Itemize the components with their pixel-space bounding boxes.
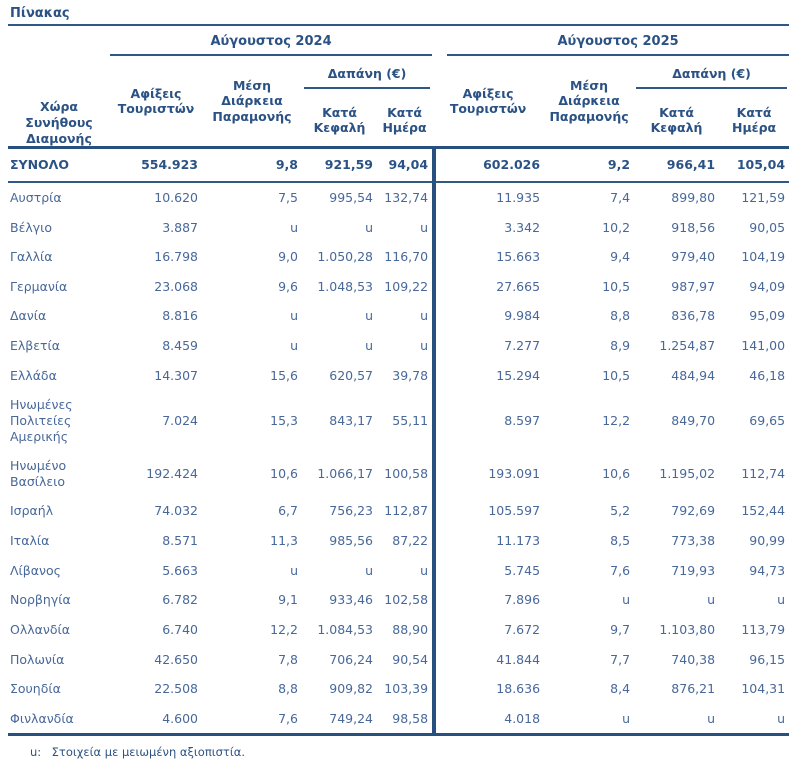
country-cell: Ηνωμένες Πολιτείες Αμερικής [10,397,73,444]
value-cell: 9,1 [278,592,298,608]
value-cell: 94,73 [749,562,786,578]
value-cell: 152,44 [741,503,786,519]
value-cell: 1.254,87 [659,338,716,353]
value-cell: 94,04 [377,146,432,183]
value-cell: 749,24 [302,704,377,737]
value-cell: 12,2 [270,621,298,637]
value-cell: 9,6 [278,278,298,294]
value-cell: 9,0 [278,249,298,265]
value-cell: 773,38 [671,533,716,548]
col-header-per-day-2024: Κατά Ημέρα [382,104,427,136]
value-cell: 102,58 [384,592,429,608]
table-row [8,674,789,704]
table-row [8,361,789,391]
value-cell: u [290,308,298,324]
value-cell: 979,40 [671,249,716,265]
value-cell: 15,3 [270,412,298,428]
value-cell: 116,70 [384,249,429,265]
value-cell: 8.459 [162,338,198,353]
table-row [8,526,789,556]
value-cell: 10,6 [602,465,631,481]
total-row [8,146,789,183]
value-cell: 109,22 [384,278,429,294]
value-cell: 792,69 [671,503,716,519]
value-cell: 8.571 [162,533,198,548]
value-cell: 1.195,02 [659,465,716,481]
value-cell: 15.294 [432,361,544,391]
col-header-expenditure-2025 [634,56,789,98]
country-cell: Δανία [10,308,47,324]
footnote [8,745,789,759]
value-cell: 112,87 [384,503,429,519]
value-cell: 5.663 [162,562,198,578]
value-cell: 18.636 [432,674,544,704]
value-cell: 620,57 [329,367,373,383]
value-cell: 5,2 [610,503,631,519]
col-header-arrivals-2024: Αφίξεις Τουριστών [117,85,195,117]
group-header-2024 [110,26,432,56]
country-cell: Γαλλία [10,249,53,265]
value-cell: 4.600 [110,704,202,737]
value-cell: 706,24 [329,651,373,667]
country-cell: Βέλγιο [10,219,53,235]
value-cell: 995,54 [329,189,373,205]
subheader-row-1 [8,56,789,98]
value-cell: 554.923 [110,146,202,183]
value-cell: 9.984 [432,301,544,331]
value-cell: 100,58 [384,465,429,481]
value-cell: 15,6 [270,367,298,383]
value-cell: 39,78 [392,367,429,383]
value-cell: 843,17 [329,412,373,428]
value-cell: 987,97 [671,278,716,294]
table-row [8,704,789,737]
footnote-text: Στοιχεία με μειωμένη αξιοπιστία. [51,745,245,759]
col-header-stay-2025: Μέση Διάρκεια Παραμονής [549,77,629,125]
value-cell: 966,41 [634,146,719,183]
value-cell: u [365,219,373,235]
value-cell: 11,3 [270,533,298,548]
table-row [8,301,789,331]
value-cell: 1.084,53 [317,621,373,637]
value-cell: 94,09 [749,278,786,294]
expenditure-2024-label: Δαπάνη (€) [304,66,430,89]
value-cell: 104,31 [741,681,786,697]
table-row [8,451,789,496]
value-cell: 918,56 [671,219,716,235]
value-cell: 8,5 [610,533,631,548]
country-cell: Σουηδία [10,681,61,697]
value-cell: 3.887 [162,219,198,235]
value-cell: 103,39 [384,681,429,697]
country-cell: Ισραήλ [10,503,54,519]
value-cell: u [290,562,298,578]
value-cell: u [420,308,429,324]
value-cell: u [544,704,634,737]
value-cell: 104,19 [741,249,786,265]
value-cell: 11.935 [432,183,544,213]
value-cell: 90,05 [749,219,786,235]
table-row [8,645,789,675]
row-header-country: Χώρα Συνήθους Διαμονής [25,99,93,146]
value-cell: 132,74 [384,189,429,205]
value-cell: 11.173 [432,526,544,556]
value-cell: 909,82 [329,681,373,697]
value-cell: 74.032 [154,503,198,519]
value-cell: 141,00 [741,338,786,353]
value-cell: 7.277 [432,331,544,361]
value-cell: 55,11 [392,412,429,428]
value-cell: 14.307 [154,367,198,383]
value-cell: 6.782 [162,592,198,608]
group-2025-label: Αύγουστος 2025 [447,30,789,56]
value-cell: 849,70 [671,412,716,428]
value-cell: 46,18 [749,367,786,383]
value-cell: 921,59 [302,146,377,183]
value-cell: 10,5 [602,278,631,294]
value-cell: 90,54 [392,651,429,667]
table-row [8,615,789,645]
value-cell: 1.103,80 [659,621,716,637]
value-cell: u [290,338,298,353]
value-cell: 1.050,28 [317,249,373,265]
value-cell: 69,65 [749,412,786,428]
value-cell: u [622,592,631,608]
table-row [8,390,789,451]
value-cell: 836,78 [671,308,716,324]
group-header-2025 [432,26,789,56]
value-cell: 876,21 [671,681,716,697]
value-cell: 41.844 [432,645,544,675]
value-cell: 8,9 [610,338,631,353]
value-cell: 10,6 [270,465,298,481]
country-cell: Φινλανδία [8,704,110,737]
country-cell: Αυστρία [10,189,62,205]
col-header-per-day-2025: Κατά Ημέρα [731,104,777,136]
col-header-arrivals-2025: Αφίξεις Τουριστών [449,85,527,117]
value-cell: 719,93 [671,562,716,578]
value-cell: 15.663 [432,242,544,272]
value-cell: 193.091 [432,451,544,496]
value-cell: 756,23 [329,503,373,519]
value-cell: u [777,592,786,608]
value-cell: u [365,308,373,324]
col-header-expenditure-2024 [302,56,432,98]
country-cell: Ελλάδα [10,367,57,383]
table-row [8,496,789,526]
value-cell: u [634,704,719,737]
value-cell: 8,4 [610,681,631,697]
value-cell: 88,90 [392,621,429,637]
col-header-per-capita-2025: Κατά Κεφαλή [650,104,703,136]
table-row [8,556,789,586]
value-cell: 8.816 [162,308,198,324]
value-cell: 7,4 [610,189,631,205]
value-cell: 9,4 [610,249,631,265]
country-cell: Λίβανος [10,562,61,578]
value-cell: 740,38 [671,651,716,667]
value-cell: 105.597 [432,496,544,526]
value-cell: 10.620 [154,189,198,205]
country-cell: Ηνωμένο Βασίλειο [10,458,67,489]
value-cell: 8,8 [278,681,298,697]
value-cell: 3.342 [432,213,544,243]
value-cell: u [707,592,716,608]
value-cell: 10,2 [602,219,631,235]
value-cell: 985,56 [329,533,373,548]
value-cell: 7,8 [278,651,298,667]
value-cell: 23.068 [154,278,198,294]
value-cell: 121,59 [741,189,786,205]
value-cell: 96,15 [749,651,786,667]
value-cell: 12,2 [602,412,631,428]
value-cell: 7,5 [278,189,298,205]
table-row [8,213,789,243]
value-cell: 4.018 [432,704,544,737]
value-cell: 113,79 [741,621,786,637]
page-title: Πίνακας [10,6,70,21]
value-cell: 7.024 [162,412,198,428]
value-cell: 8.597 [432,390,544,451]
value-cell: 7,7 [610,651,631,667]
group-2024-label: Αύγουστος 2024 [110,30,432,56]
footnote-marker: u: [30,745,42,759]
value-cell: 933,46 [329,592,373,608]
value-cell: 7,6 [202,704,302,737]
country-cell: Γερμανία [10,278,68,294]
value-cell: 9,7 [610,621,631,637]
country-cell: Νορβηγία [10,592,71,608]
expenditure-2025-label: Δαπάνη (€) [636,66,787,89]
value-cell: 95,09 [749,308,786,324]
table-row [8,272,789,302]
value-cell: 6.740 [162,621,198,637]
value-cell: 8,8 [610,308,631,324]
country-cell: Ολλανδία [10,621,70,637]
country-cell: Ιταλία [10,533,50,548]
value-cell: 1.066,17 [317,465,373,481]
value-cell: 9,2 [544,146,634,183]
table-body [8,146,789,736]
value-cell: u [719,704,789,737]
value-cell: 192.424 [146,465,198,481]
table-row [8,585,789,615]
value-cell: 484,94 [671,367,716,383]
value-cell: 5.745 [432,556,544,586]
table-row [8,331,789,361]
table-row [8,183,789,213]
value-cell: 7.896 [432,585,544,615]
value-cell: u [365,562,373,578]
value-cell: 98,58 [377,704,432,737]
table-header [8,26,789,146]
value-cell: 105,04 [719,146,789,183]
value-cell: 16.798 [154,249,198,265]
year-header-row [8,26,789,56]
value-cell: 899,80 [671,189,716,205]
value-cell: 87,22 [392,533,429,548]
value-cell: 1.048,53 [317,278,373,294]
value-cell: u [420,562,429,578]
value-cell: u [365,338,373,353]
col-header-stay-2024: Μέση Διάρκεια Παραμονής [212,77,292,125]
value-cell: 9,8 [202,146,302,183]
value-cell: u [290,219,298,235]
value-cell: u [420,219,429,235]
country-cell: Πολωνία [10,651,65,667]
country-cell: Ελβετία [10,338,61,353]
value-cell: 90,99 [749,533,786,548]
value-cell: 7.672 [432,615,544,645]
value-cell: 112,74 [741,465,786,481]
table-row [8,242,789,272]
value-cell: 22.508 [154,681,198,697]
country-cell: ΣΥΝΟΛΟ [8,146,110,183]
value-cell: u [420,338,429,353]
col-header-per-capita-2024: Κατά Κεφαλή [313,104,366,136]
value-cell: 7,6 [610,562,631,578]
value-cell: 10,5 [602,367,631,383]
value-cell: 602.026 [432,146,544,183]
tourism-statistics-table [8,26,789,736]
value-cell: 42.650 [154,651,198,667]
value-cell: 6,7 [278,503,298,519]
value-cell: 27.665 [432,272,544,302]
